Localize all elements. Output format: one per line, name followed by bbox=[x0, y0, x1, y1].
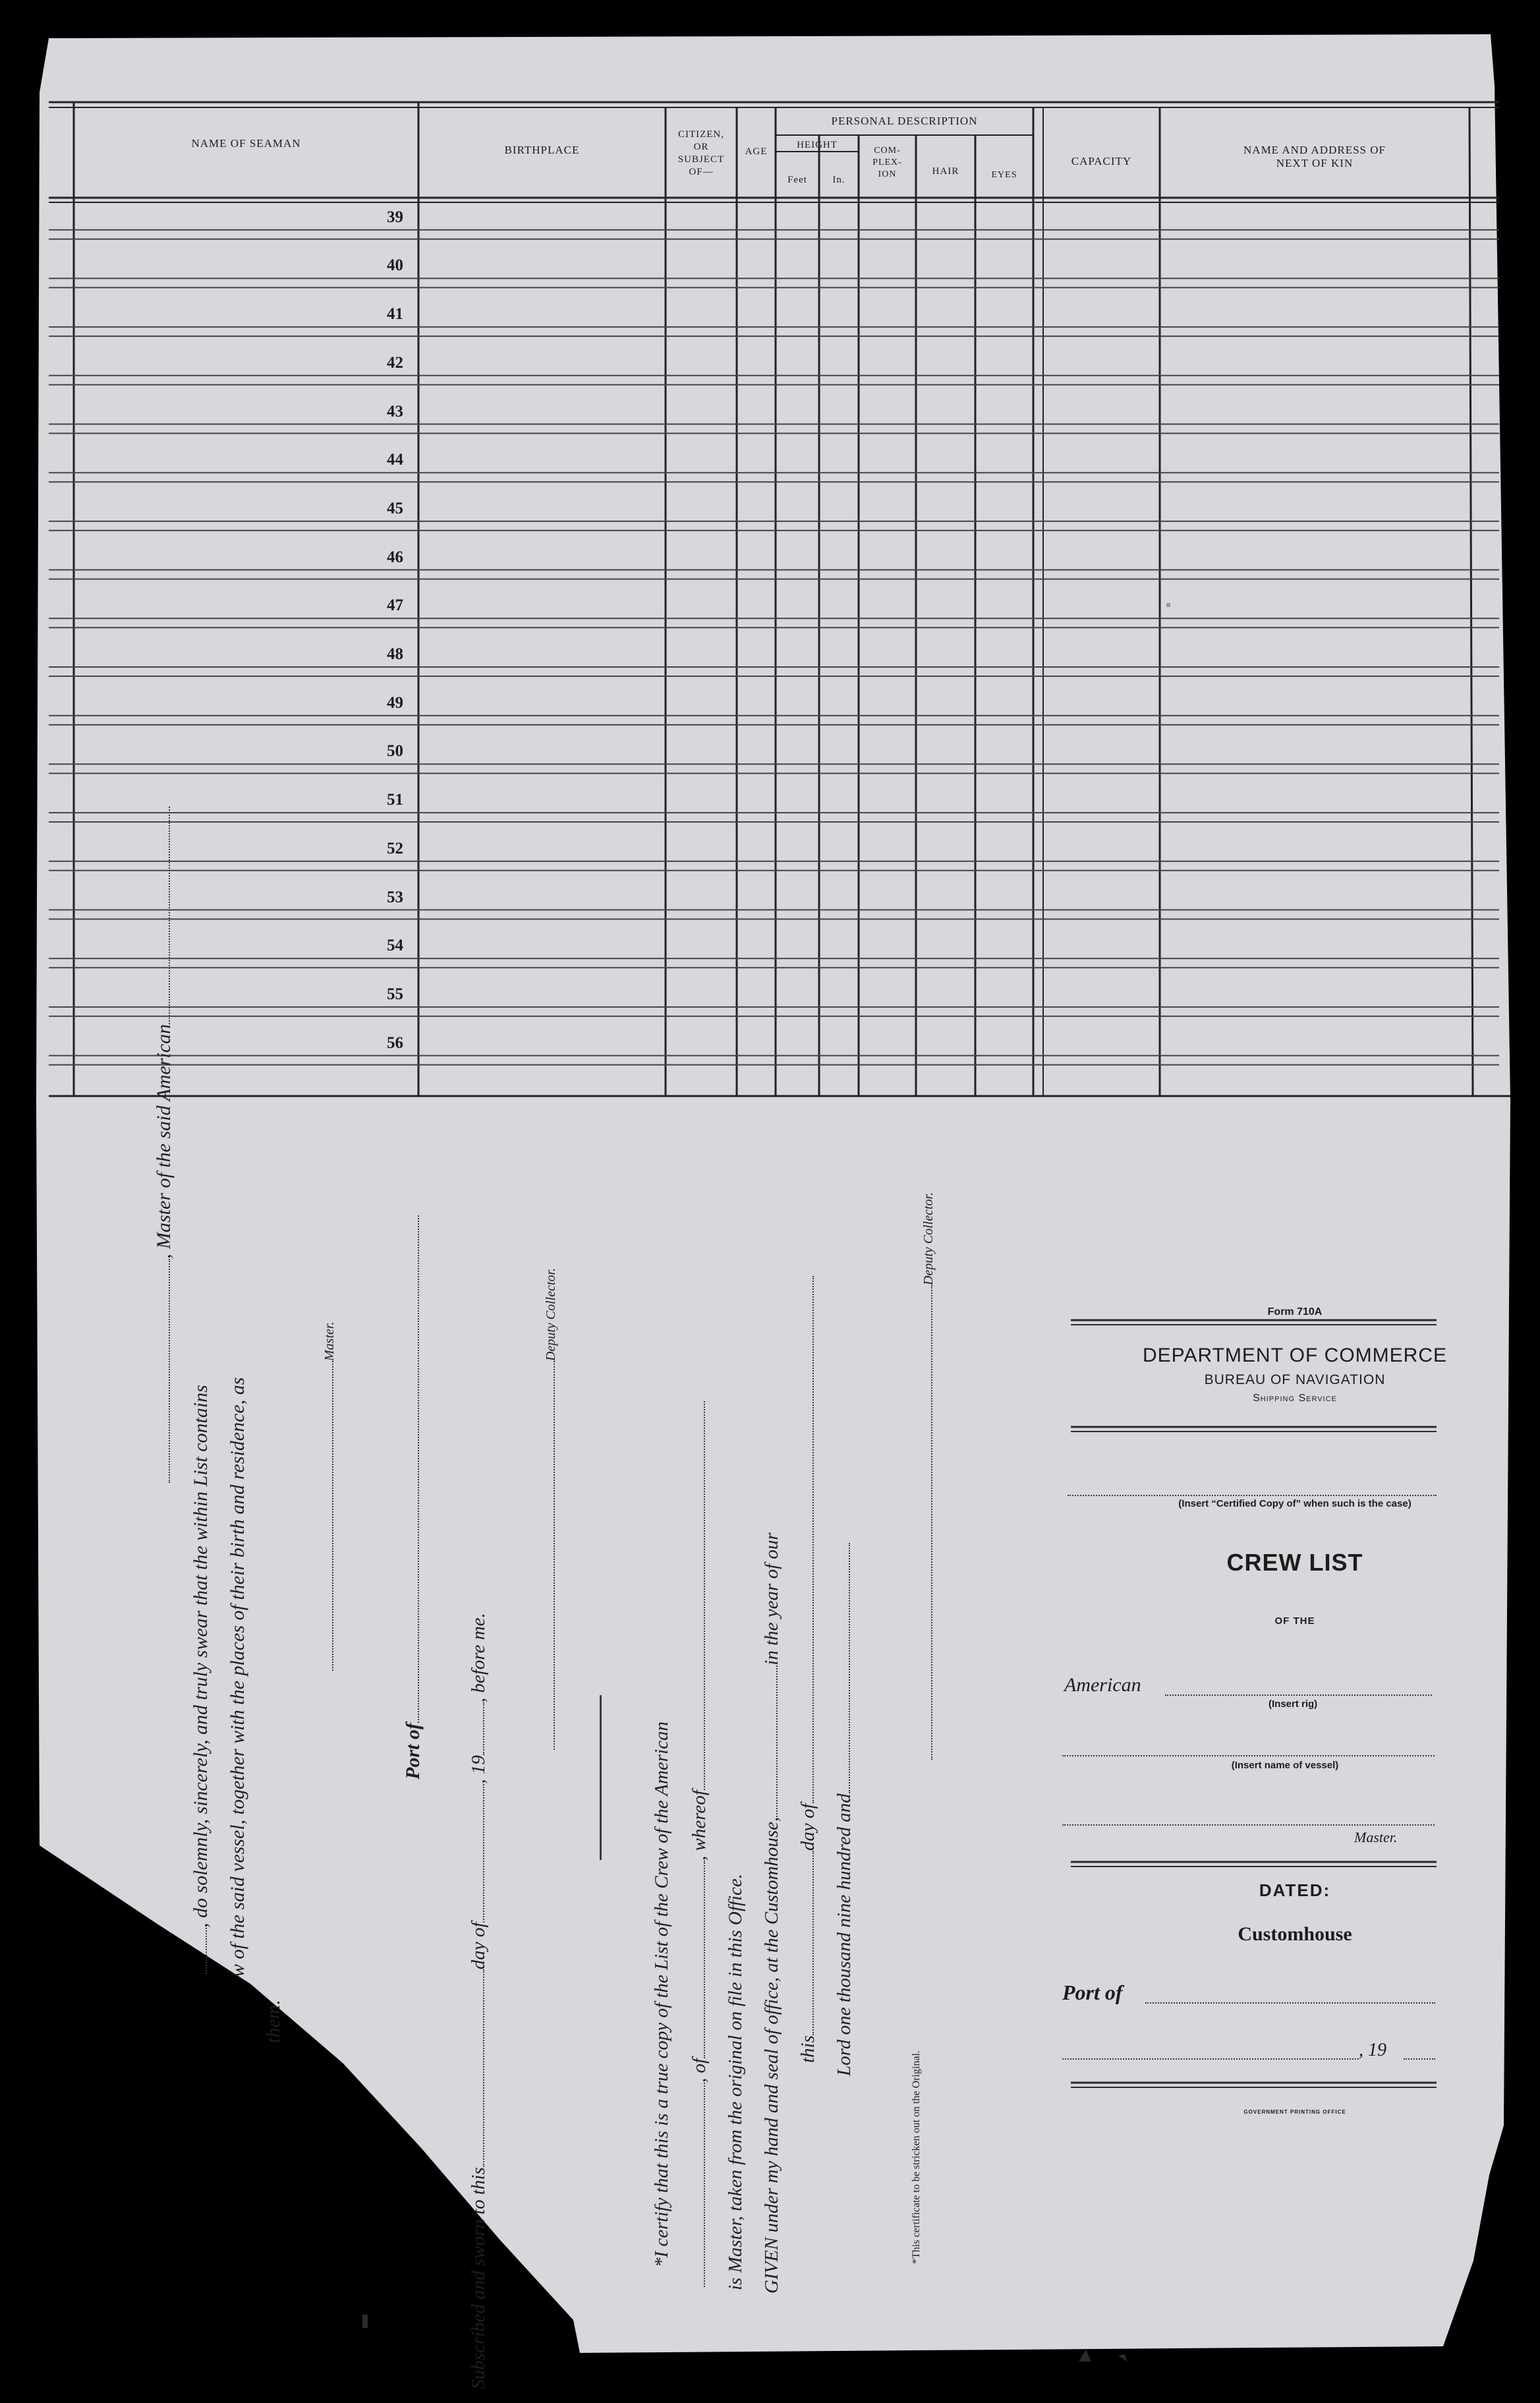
master-label: Master. bbox=[1354, 1829, 1398, 1845]
year-label: , 19 bbox=[1359, 2040, 1386, 2060]
header-eyes: EYES bbox=[991, 170, 1017, 180]
row-number: 48 bbox=[387, 645, 403, 663]
header-inches: In. bbox=[832, 175, 845, 185]
row-number: 52 bbox=[387, 839, 403, 857]
port-of-line bbox=[1145, 2002, 1435, 2004]
date-line bbox=[1062, 2058, 1359, 2060]
oath-master-signature: Master. bbox=[318, 1322, 338, 1671]
customhouse-label: Customhouse bbox=[1238, 1923, 1352, 1945]
american-label: American bbox=[1064, 1674, 1141, 1696]
header-name-of-seaman: NAME OF SEAMAN bbox=[191, 137, 301, 150]
row-number: 53 bbox=[387, 888, 403, 906]
row-number: 56 bbox=[387, 1033, 403, 1052]
certificate-line-4: GIVEN under my hand and seal of office, at the Customhouse,in the year of our bbox=[761, 1532, 782, 2294]
header-height: HEIGHT bbox=[797, 140, 838, 150]
row-number: 45 bbox=[387, 499, 403, 517]
certificate-line-6: Lord one thousand nine hundred and bbox=[834, 1543, 855, 2076]
row-number: 51 bbox=[387, 791, 403, 809]
year-line bbox=[1404, 2058, 1435, 2060]
row-number: 43 bbox=[387, 402, 403, 420]
form-number: Form 710A bbox=[1267, 1306, 1323, 1317]
dated-label: DATED: bbox=[1259, 1880, 1331, 1900]
header-capacity: CAPACITY bbox=[1071, 155, 1132, 167]
row-number: 40 bbox=[387, 256, 403, 275]
port-of-label: Port of bbox=[1062, 1981, 1123, 2004]
header-citizen: CITIZEN, OR SUBJECT OF— bbox=[677, 129, 725, 177]
oath-line-2: , do solemnly, sincerely, and truly swear that the within List contains bbox=[190, 1385, 212, 1974]
master-line bbox=[1062, 1824, 1435, 1826]
oath-line-4: them. bbox=[262, 2000, 284, 2043]
header-next-of-kin: NAME AND ADDRESS OF NEXT OF KIN bbox=[1243, 144, 1386, 169]
service-title: Shipping Service bbox=[1253, 1393, 1337, 1404]
insert-rig-note: (Insert rig) bbox=[1269, 1698, 1318, 1710]
oath-port-of: Port of bbox=[402, 1215, 424, 1780]
row-number: 49 bbox=[387, 693, 403, 712]
certificate-deputy-collector: Deputy Collector. bbox=[921, 1192, 936, 1760]
row-number: 55 bbox=[387, 985, 403, 1003]
header-personal-description: PERSONAL DESCRIPTION bbox=[831, 115, 978, 127]
certificate-footnote: *This certificate to be stricken out on the Original. bbox=[911, 2050, 922, 2264]
oath-deputy-collector: Deputy Collector. bbox=[544, 1268, 559, 1750]
row-number: 50 bbox=[387, 742, 403, 761]
printing-office: GOVERNMENT PRINTING OFFICE bbox=[1243, 2109, 1346, 2115]
certified-copy-line bbox=[1068, 1495, 1437, 1496]
crew-list-title: CREW LIST bbox=[1226, 1549, 1363, 1576]
oath-line-3: w of the said vessel, together with the places of their birth and residence, as bbox=[227, 1377, 248, 1977]
row-number: 41 bbox=[387, 305, 403, 324]
insert-name-note: (Insert name of vessel) bbox=[1231, 1760, 1339, 1771]
header-complexion: COM- PLEX- ION bbox=[872, 146, 902, 179]
certificate-line-3: is Master, taken from the original on file in this Office. bbox=[725, 1873, 746, 2290]
rig-line bbox=[1165, 1694, 1432, 1696]
vessel-name-line bbox=[1062, 1755, 1435, 1756]
header-hair: HAIR bbox=[932, 166, 959, 177]
row-number: 54 bbox=[387, 937, 403, 955]
certificate-line-1: *I certify that this is a true copy of the List of the Crew of the American bbox=[651, 1721, 672, 2267]
header-age: AGE bbox=[745, 146, 768, 157]
row-number: 42 bbox=[387, 353, 403, 372]
row-number: 39 bbox=[387, 208, 403, 226]
row-number: 44 bbox=[387, 451, 403, 469]
certificate-line-5: thisday of bbox=[797, 1276, 819, 2063]
bureau-title: BUREAU OF NAVIGATION bbox=[1204, 1372, 1386, 1387]
certificate-line-2: , of, whereof bbox=[689, 1401, 710, 2287]
row-number: 46 bbox=[387, 548, 403, 566]
header-birthplace: BIRTHPLACE bbox=[504, 144, 580, 156]
certified-copy-note: (Insert “Certified Copy of” when such is the case) bbox=[1178, 1498, 1412, 1509]
header-feet: Feet bbox=[787, 175, 807, 185]
divider-line bbox=[600, 1695, 602, 1860]
row-number: 47 bbox=[387, 596, 403, 615]
of-the-label: OF THE bbox=[1274, 1615, 1315, 1627]
department-title: DEPARTMENT OF COMMERCE bbox=[1142, 1345, 1448, 1366]
oath-line-1: , Master of the said American bbox=[153, 807, 175, 1483]
oath-subscribed: Subscribed and sworn to thisday of, 19, before me. bbox=[468, 1613, 489, 2389]
